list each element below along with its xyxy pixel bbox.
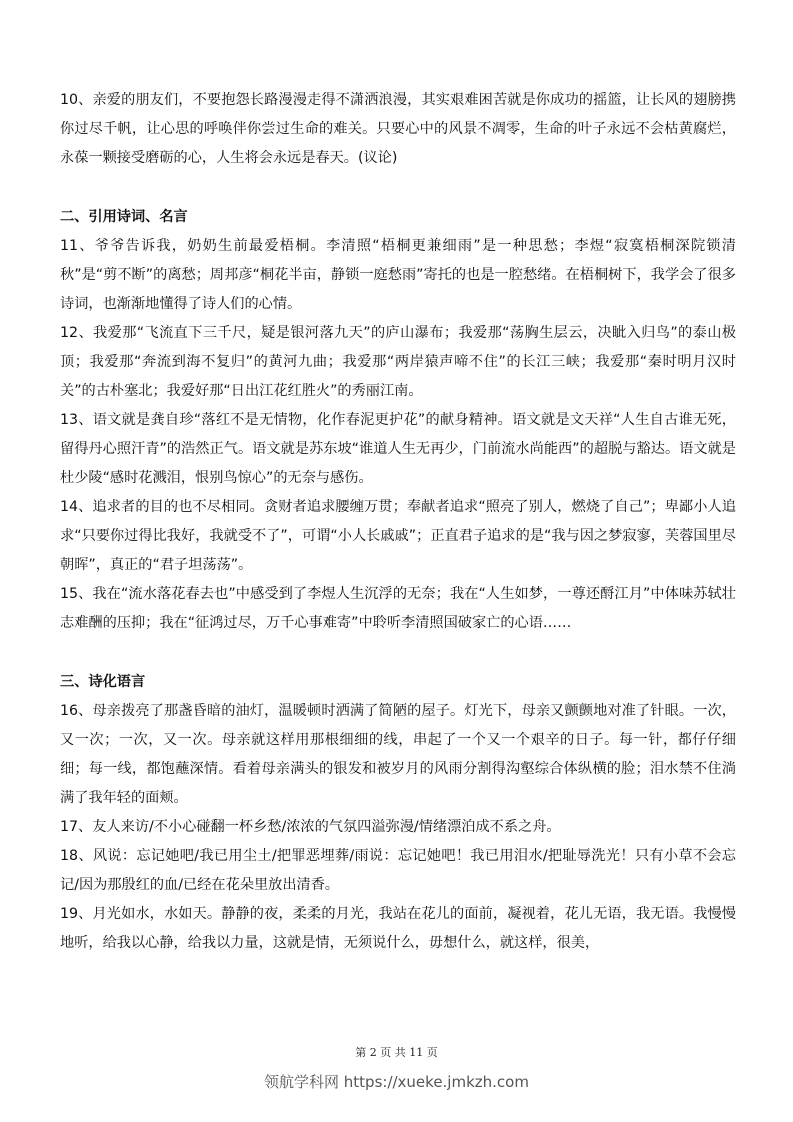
site-watermark: 领航学科网 https://xueke.jmkzh.com	[264, 1073, 529, 1091]
section-title-poetic-language: 三、诗化语言	[60, 674, 146, 690]
section-title-quotes: 二、引用诗词、名言	[60, 209, 188, 225]
paragraph-13: 13、语文就是龚自珍“落红不是无情物，化作春泥更护花”的献身精神。语文就是文天祥“人生自古谁无死，留得丹心照汗青”的浩然正气。语文就是苏东坡“谁道人生无再少，门前流水尚能西”的超脱与豁达。语文就是杜少陵“感时花溅泪，恨别鸟惊心”的无奈与感伤。	[60, 412, 736, 486]
paragraph-12: 12、我爱那“飞流直下三千尺，疑是银河落九天”的庐山瀑布；我爱那“荡胸生层云，决眦入归鸟”的泰山极顶；我爱那“奔流到海不复归”的黄河九曲；我爱那“两岸猿声啼不住”的长江三峡；我爱那“秦时明月汉时关”的古朴塞北；我爱好那“日出江花红胜火”的秀丽江南。	[60, 325, 736, 399]
paragraph-19: 19、月光如水，水如天。静静的夜，柔柔的月光，我站在花儿的面前，凝视着，花儿无语，我无语。我慢慢地听，给我以心静，给我以力量，这就是情，无须说什么，毋想什么，就这样，很美，	[60, 906, 736, 951]
spacer	[60, 638, 736, 668]
paragraph-17: 17、友人来访/不小心碰翻一杯乡愁/浓浓的气氛四溢弥漫/情绪漂泊成不系之舟。	[60, 819, 561, 835]
page-number: 第 2 页 共 11 页	[355, 1046, 438, 1059]
paragraph-18: 18、风说：忘记她吧/我已用尘土/把罪恶埋葬/雨说：忘记她吧！我已用泪水/把耻辱洗光！只有小草不会忘记/因为那殷红的血/已经在花朵里放出清香。	[60, 848, 736, 893]
paragraph-15: 15、我在“流水落花春去也”中感受到了李煜人生沉浮的无奈；我在“人生如梦，一尊还酹江月”中体味苏轼壮志难酬的压抑；我在“征鸿过尽，万千心事难寄”中聆听李清照国破家亡的心语……	[60, 586, 736, 631]
paragraph-14: 14、追求者的目的也不尽相同。贪财者追求腰缠万贯；奉献者追求“照亮了别人，燃烧了自己”；卑鄙小人追求“只要你过得比我好，我就受不了”，可谓“小人长戚戚”；正直君子追求的是“我与因之梦寂寥，芙蓉国里尽朝晖”，真正的“君子坦荡荡”。	[60, 499, 736, 573]
paragraph-10: 10、亲爱的朋友们，不要抱怨长路漫漫走得不潇洒浪漫，其实艰难困苦就是你成功的摇篮，让长风的翅膀携你过尽千帆，让心思的呼唤伴你尝过生命的难关。只要心中的风景不凋零，生命的叶子永远不会枯黄腐烂，永葆一颗接受磨砺的心，人生将会永远是春天。(议论)	[60, 92, 736, 166]
spacer	[60, 173, 736, 203]
paragraph-11: 11、爷爷告诉我，奶奶生前最爱梧桐。李清照“梧桐更兼细雨”是一种思愁；李煜“寂寞梧桐深院锁清秋”是“剪不断”的离愁；周邦彦“桐花半亩，静锁一庭愁雨”寄托的也是一腔愁绪。在梧桐树下，我学会了很多诗词，也渐渐地懂得了诗人们的心情。	[60, 238, 736, 312]
document-body	[60, 86, 736, 958]
paragraph-16: 16、母亲拨亮了那盏昏暗的油灯，温暖顿时洒满了简陋的屋子。灯光下，母亲又颤颤地对准了针眼。一次，又一次；一次，又一次。母亲就这样用那根细细的线，串起了一个又一个艰辛的日子。每一针，都仔仔细细；每一线，都饱蘸深情。看着母亲满头的银发和被岁月的风雨分割得沟壑综合体纵横的脸；泪水禁不住淌满了我年轻的面颊。	[60, 703, 736, 806]
